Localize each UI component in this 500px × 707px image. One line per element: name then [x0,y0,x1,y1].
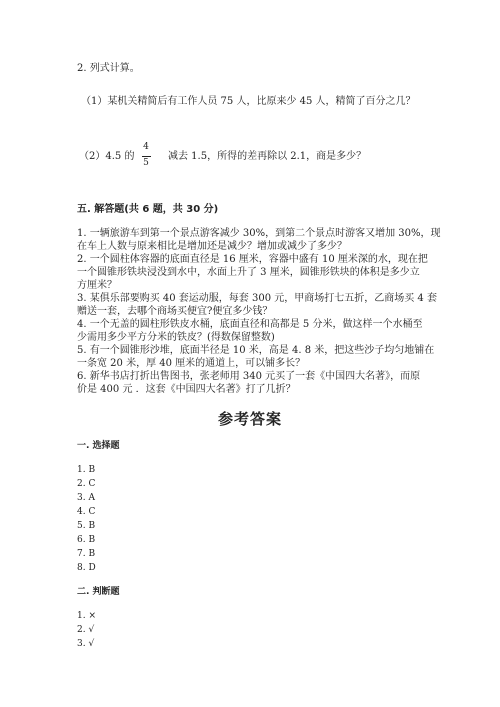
judge-answer: 2. √ [77,625,95,635]
section2-heading: 2. 列式计算。 [77,63,140,74]
problem-line: 一个圆锥形铁块浸没到水中，水面上升了 3 厘米，圆锥形铁块的体积是多少立 [77,267,420,278]
question-2-2-prefix: （2）4.5 的 [79,151,135,162]
problem-line: 6. 新华书店打折出售图书，张老师用 340 元买了一套《中国四大名著》，而原 [77,371,421,382]
answer-title: 参考答案 [217,410,282,428]
problem-line: 赠送一套，去哪个商场买便宜?便宜多少钱？ [77,306,273,317]
fraction-bar [142,156,151,157]
problem-line: 一条宽 20 米，厚 40 厘米的通道上，可以铺多长？ [77,358,306,369]
judge-answer: 1. × [77,611,96,621]
choice-answer: 1. B [77,465,96,475]
choice-answer: 7. B [77,549,96,559]
judge-heading: 二. 判断题 [77,587,120,597]
problem-line: 少需用多少平方分米的铁皮？(得数保留整数) [77,332,275,343]
problem-line: 1. 一辆旅游车到第一个景点游客减少 30%，到第二个景点时游客又增加 30%，现 [77,228,441,239]
problem-line: 方厘米？ [77,280,117,291]
choice-answer: 6. B [77,535,96,545]
question-2-1: （1）某机关精简后有工作人员 75 人，比原来少 45 人，精简了百分之几？ [81,96,416,107]
choice-answer: 5. B [77,521,96,531]
problem-line: 在车上人数与原来相比是增加还是减少？增加或减少了多少？ [77,241,347,252]
problem-line: 4. 一个无盖的圆柱形铁皮水桶，底面直径和高都是 5 分米，做这样一个水桶至 [77,319,423,330]
problem-line: 价是 400 元 ．这套《中国四大名著》打了几折？ [77,384,296,395]
question-2-2-suffix: 减去 1.5，所得的差再除以 2.1，商是多少？ [168,151,367,162]
section5-heading: 五. 解答题(共 6 题，共 30 分) [77,204,219,215]
fraction-denominator: 5 [143,158,149,168]
choice-answer: 2. C [77,479,96,489]
choice-answer: 4. C [77,507,96,517]
problem-line: 2. 一个圆柱体容器的底面直径是 16 厘米，容器中盛有 10 厘米深的水，现在把 [77,254,428,265]
choice-heading: 一. 选择题 [77,441,120,451]
fraction-numerator: 4 [143,142,149,152]
judge-answer: 3. √ [77,639,95,649]
problem-line: 3. 某俱乐部要购买 40 套运动服，每套 300 元，甲商场打七五折，乙商场买 4 套 [77,293,437,304]
choice-answer: 3. A [77,493,95,503]
problem-line: 5. 有一个圆锥形沙堆，底面半径是 10 米，高是 4. 8 米，把这些沙子均匀地铺在 [77,345,435,356]
choice-answer: 8. D [77,563,96,573]
